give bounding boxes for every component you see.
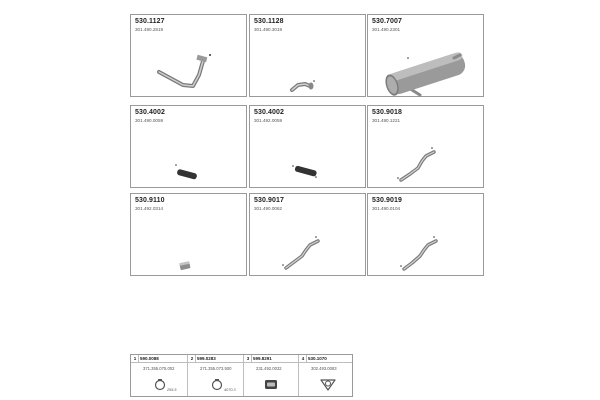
part-card-9[interactable] <box>367 193 484 276</box>
part-card-2[interactable] <box>249 14 366 97</box>
accessory-reference: 302.493.0083 <box>311 366 337 371</box>
part-reference: 301.490.2301 <box>372 27 401 32</box>
accessory-code: 530.1070 <box>308 356 327 361</box>
exhaust-pipe-bend-drawing <box>131 15 248 98</box>
part-card-5[interactable] <box>249 105 366 188</box>
accessory-index: 2 <box>189 355 196 362</box>
part-card-6[interactable] <box>367 105 484 188</box>
part-code: 530.9019 <box>372 197 402 204</box>
accessory-reference: 231.492.0032 <box>256 366 282 371</box>
accessory-code: 590.0088 <box>140 356 159 361</box>
gasket-icon <box>244 355 300 396</box>
accessory-code: 599.0283 <box>197 356 216 361</box>
muffler-drawing <box>368 15 485 98</box>
accessories-table <box>130 354 353 397</box>
part-code: 530.9017 <box>254 197 284 204</box>
part-reference: 301.492.0059 <box>254 118 283 123</box>
part-card-1[interactable] <box>130 14 247 97</box>
flexible-hose-drawing <box>131 106 248 189</box>
part-reference: 301.490.0059 <box>135 118 164 123</box>
clamp-icon <box>131 355 187 396</box>
part-code: 530.1128 <box>254 18 284 25</box>
s-bend-pipe-drawing <box>250 194 367 277</box>
short-bend-pipe-drawing <box>250 15 367 98</box>
part-card-7[interactable] <box>130 193 247 276</box>
flexible-hose-drawing <box>250 106 367 189</box>
s-bend-pipe-drawing <box>368 194 485 277</box>
accessory-index: 4 <box>300 355 307 362</box>
accessory-code: 599.8291 <box>253 356 272 361</box>
part-reference: 301.492.0314 <box>135 206 164 211</box>
part-reference: 301.490.2819 <box>135 27 164 32</box>
accessory-index: 1 <box>132 355 139 362</box>
part-code: 530.4002 <box>254 109 284 116</box>
accessory-index: 3 <box>245 355 252 362</box>
accessory-item-4[interactable] <box>298 355 353 396</box>
flange-gasket-icon <box>299 355 355 396</box>
accessory-reference: 371.355.075.002 <box>143 366 175 371</box>
part-card-3[interactable] <box>367 14 484 97</box>
part-reference: 301.490.0062 <box>254 206 283 211</box>
part-code: 530.1127 <box>135 18 165 25</box>
part-card-8[interactable] <box>249 193 366 276</box>
accessory-note: 255.5 <box>167 388 177 392</box>
part-reference: 301.490.1221 <box>372 118 401 123</box>
pipe-sleeve-drawing <box>131 194 248 277</box>
accessory-item-3[interactable] <box>243 355 299 396</box>
accessory-item-1[interactable] <box>131 355 187 396</box>
part-reference: 301.490.3019 <box>254 27 283 32</box>
part-reference: 301.490.0104 <box>372 206 401 211</box>
s-bend-pipe-drawing <box>368 106 485 189</box>
accessory-item-2[interactable] <box>187 355 244 396</box>
accessory-reference: 271.355.073.500 <box>200 366 232 371</box>
part-code: 530.7007 <box>372 18 402 25</box>
part-card-4[interactable] <box>130 105 247 188</box>
accessory-note: 4070.3 <box>224 388 236 392</box>
part-code: 530.4002 <box>135 109 165 116</box>
part-code: 530.9018 <box>372 109 402 116</box>
part-code: 530.9110 <box>135 197 165 204</box>
